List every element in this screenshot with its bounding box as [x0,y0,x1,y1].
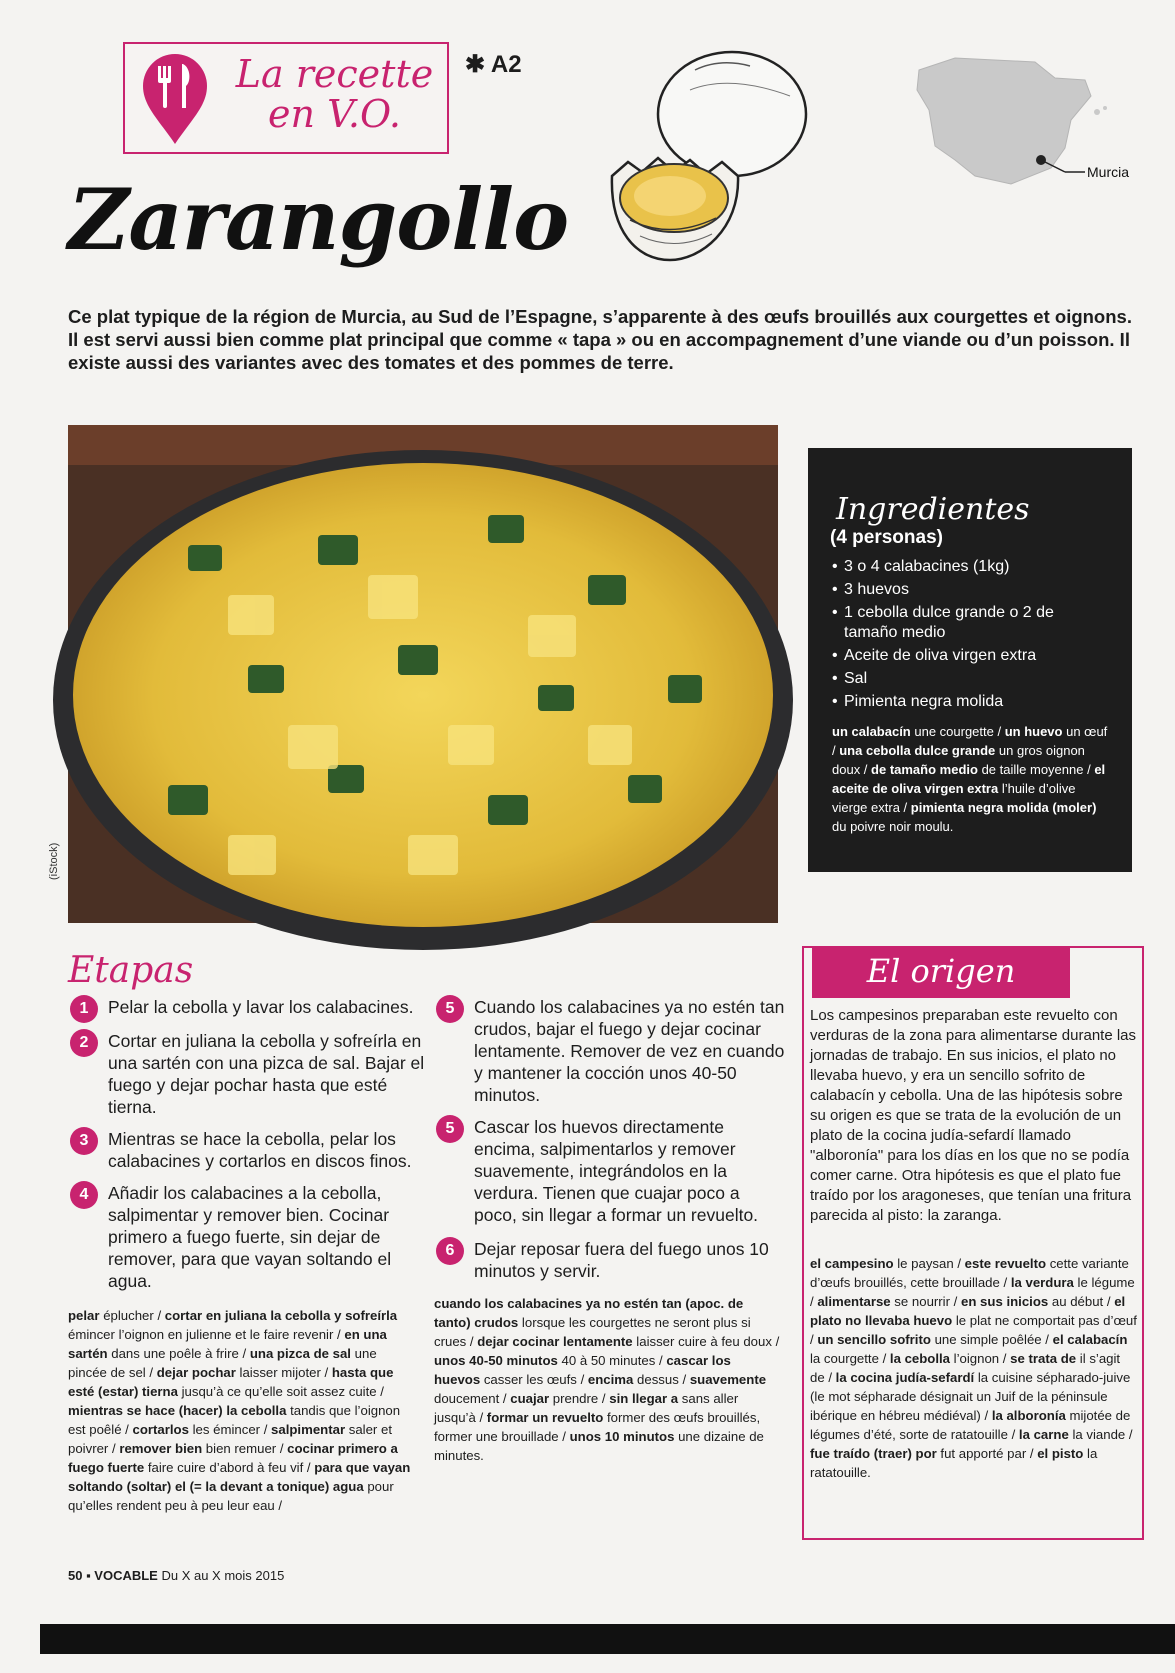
gloss-term: remover bien [119,1441,203,1456]
ingredient-item: • Sal [832,669,1110,689]
gloss-term: sin llegar a [609,1391,679,1406]
step-number: 4 [70,1181,98,1209]
map-label: Murcia [1087,164,1130,180]
badge-title: La recette en V.O. [235,52,434,136]
step-number: 5 [436,995,464,1023]
gloss-translation: cette variante d’œufs brouillés, cette brouillade / [810,1256,1129,1290]
gloss-translation: le plat ne comportait pas d’œuf / [810,1313,1137,1347]
gloss-term: este revuelto [964,1256,1047,1271]
gloss-term: fue traído (traer) por [810,1446,937,1461]
step-text: Pelar la cebolla y lavar los calabacines. [108,997,414,1017]
gloss-term: la carne [1018,1427,1069,1442]
gloss-translation: la courgette / [810,1351,890,1366]
gloss-term: de tamaño medio [871,762,978,777]
gloss-term: pelar [68,1308,100,1323]
gloss-term: el aceite de oliva virgen extra [832,762,1106,796]
gloss-term: el pisto [1037,1446,1084,1461]
gloss-term: unos 40-50 minutos [434,1353,558,1368]
gloss-term: la cebolla [889,1351,951,1366]
gloss-translation: pour qu’elles rendent peu à peu leur eau / [68,1479,394,1513]
recipe-title: Zarangollo [68,170,569,269]
gloss-term: cascar los huevos [434,1353,731,1387]
cutlery-pin-icon [139,50,211,146]
step-item [79,1030,426,1118]
level-label: ✱ A2 [465,51,522,78]
step-item [79,1182,426,1292]
gloss-translation: de taille moyenne / [977,762,1095,777]
gloss-translation: laisser mijoter / [235,1365,332,1380]
gloss-translation: le légume / [810,1275,1135,1309]
gloss-term: cuando los calabacines ya no estén tan (apoc. de tanto) crudos [434,1296,744,1330]
gloss-term: para que vayan soltando (soltar) el (= la devant a tonique) agua [68,1460,411,1494]
page-footer [68,1568,284,1583]
gloss-term: alimentarse [817,1294,891,1309]
gloss-translation: la viande / [1068,1427,1133,1442]
step-number: 1 [70,995,98,1023]
steps-glossary-right [434,1294,780,1465]
dish-photo [68,425,778,923]
gloss-translation: casser les œufs / [480,1372,588,1387]
gloss-term: unos 10 minutos [569,1429,675,1444]
gloss-term: cuajar [510,1391,550,1406]
gloss-term: un sencillo sofrito [817,1332,931,1347]
gloss-term: un huevo [1004,724,1063,739]
gloss-translation: du poivre noir moulu. [832,819,954,834]
gloss-translation: une simple poêlée / [930,1332,1053,1347]
step-text: Cuando los calabacines ya no estén tan crudos, bajar el fuego y dejar cocinar lentamente. Remover de vez en cuando y mantener la cocción unos 40-50 minutos. [474,997,785,1105]
gloss-translation: le paysan / [893,1256,965,1271]
gloss-term: el plato no llevaba huevo [810,1294,1126,1328]
gloss-translation: faire cuire d’abord à feu vif / [144,1460,315,1475]
ingredients-box [808,448,1132,872]
ingredients-list [824,557,1110,712]
ingredients-glossary [832,722,1110,836]
gloss-translation: laisser cuire à feu doux / [632,1334,780,1349]
gloss-term: salpimentar [271,1422,346,1437]
gloss-translation: l’oignon / [950,1351,1011,1366]
recipe-badge [123,42,449,154]
spain-map [915,50,1130,200]
step-text: Dejar reposar fuera del fuego unos 10 minutos y servir. [474,1239,769,1281]
origin-text: Los campesinos preparaban este revuelto con verduras de la zona para alimentarse durante las jornadas de trabajo. En sus inicios, el plato no llevaba huevo, y era un sencillo sofrito de calabacín y cebolla. Una de las hipótesis sobre su origen es que se trata de la evolución de un plato de la cocina judía-sefardí llamado "alboronía" para los días en los que no se podía comer carne. Otra hipótesis es que el plato fue traído por los aragoneses, que tenían una fritura parecida al pisto: la zaranga. [810,1007,1137,1224]
ingredients-servings: (4 personas) [830,527,943,548]
ingredient-item: • Aceite de oliva virgen extra [832,646,1110,666]
gloss-term: cortarlos [132,1422,189,1437]
egg-illustration [600,30,830,270]
ingredient-item: • Pimienta negra molida [832,692,1110,712]
gloss-term: la alboronía [991,1408,1066,1423]
step-text: Añadir los calabacines a la cebolla, salpimentar y remover bien. Cocinar primero a fuego fuerte, sin dejar de remover, para que vayan soltando el agua. [108,1183,392,1291]
gloss-translation: dans une poêle à frire / [107,1346,250,1361]
gloss-term: formar un revuelto [486,1410,604,1425]
gloss-term: una pizca de sal [249,1346,351,1361]
gloss-term: la verdura [1010,1275,1074,1290]
step-text: Cascar los huevos directamente encima, salpimentarlos y remover suavemente, integrándolos en la verdura. Tienen que cuajar poco a poco, sin llegar a formar un revuelto. [474,1117,759,1225]
step-number: 3 [70,1127,98,1155]
gloss-term: pimienta negra molida (moler) [910,800,1097,815]
gloss-translation: la ratatouille. [810,1446,1098,1480]
step-number: 2 [70,1029,98,1057]
gloss-translation: lorsque les courgettes ne seront plus si crues / [434,1315,751,1349]
gloss-term: hasta que esté (estar) tierna [68,1365,394,1399]
step-item [445,1116,786,1226]
gloss-term: se trata de [1010,1351,1077,1366]
step-item [445,996,786,1106]
gloss-translation: l’huile d’olive vierge extra / [832,781,1076,815]
gloss-translation: une courgette / [910,724,1005,739]
gloss-translation: 40 à 50 minutes / [557,1353,667,1368]
gloss-term: en sus inicios [961,1294,1049,1309]
photo-credit: (iStock) [48,842,60,880]
gloss-translation: une dizaine de minutes. [434,1429,764,1463]
gloss-translation: jusqu’à ce qu’elle soit assez cuite / [177,1384,384,1399]
gloss-translation: émincer l’oignon en julienne et le faire revenir / [68,1327,345,1342]
gloss-term: dejar pochar [156,1365,236,1380]
gloss-term: el calabacín [1052,1332,1128,1347]
gloss-translation: saler et poivrer / [68,1422,392,1456]
gloss-term: cocinar primero a fuego fuerte [68,1441,398,1475]
gloss-translation: une pincée de sel / [68,1346,377,1380]
gloss-term: cortar en juliana la cebolla y sofreírla [164,1308,398,1323]
gloss-term: en una sartén [68,1327,387,1361]
gloss-translation: sans aller jusqu’à / [434,1391,739,1425]
gloss-translation: dessus / [633,1372,690,1387]
step-item [79,996,438,1018]
ingredients-title: Ingredientes [836,492,1030,527]
gloss-translation: tandis que l’oignon est poêlé / [68,1403,401,1437]
ingredient-item: • 1 cebolla dulce grande o 2 de tamaño medio [832,603,1110,643]
gloss-translation: bien remuer / [202,1441,288,1456]
gloss-term: un calabacín [832,724,911,739]
gloss-translation: fut apporté par / [936,1446,1038,1461]
gloss-translation: au début / [1048,1294,1115,1309]
ingredient-item: • 3 o 4 calabacines (1kg) [832,557,1110,577]
gloss-term: mientras se hace (hacer) la cebolla [68,1403,287,1418]
gloss-translation: un œuf / [832,724,1108,758]
gloss-translation: se nourrir / [890,1294,961,1309]
step-number: 6 [436,1237,464,1265]
steps-title: Etapas [68,950,194,991]
gloss-translation: il s’agit de / [810,1351,1121,1385]
gloss-term: el campesino [810,1256,894,1271]
gloss-term: la cocina judía-sefardí [835,1370,975,1385]
gloss-translation: les émincer / [188,1422,272,1437]
step-item [445,1238,786,1282]
origin-title: El origen [812,946,1070,998]
footer-date: Du X au X mois 2015 [157,1568,285,1583]
gloss-term: una cebolla dulce grande [839,743,996,758]
steps-glossary-left [68,1306,416,1515]
origin-glossary [810,1254,1138,1482]
bottom-bar [40,1624,1175,1654]
footer-page: 50 ▪ VOCABLE [68,1568,158,1583]
step-text: Cortar en juliana la cebolla y sofreírla en una sartén con una pizca de sal. Bajar el fuego y dejar pochar hasta que esté tierna. [108,1031,425,1117]
step-item [79,1128,426,1172]
ingredient-item: • 3 huevos [832,580,1110,600]
gloss-translation: éplucher / [99,1308,165,1323]
gloss-translation: prendre / [549,1391,610,1406]
gloss-translation: la cuisine sépharado-juive (le mot sépharade désignait un Juif de la péninsule ibérique en hébreu médiéval) / [810,1370,1131,1423]
gloss-translation: doucement / [434,1391,511,1406]
intro-text: Ce plat typique de la région de Murcia, au Sud de l’Espagne, s’apparente à des œufs brouillés aux courgettes et oignons. Il est servi aussi bien comme plat principal que comme « tapa » ou en accompagnement d’une viande ou d’un poisson. Il existe aussi des variantes avec des tomates et des pommes de terre. [68,306,1132,373]
gloss-term: encima [587,1372,634,1387]
gloss-term: suavemente [689,1372,767,1387]
step-text: Mientras se hace la cebolla, pelar los calabacines y cortarlos en discos finos. [108,1129,412,1171]
gloss-term: dejar cocinar lentamente [477,1334,633,1349]
step-number: 5 [436,1115,464,1143]
gloss-translation: un gros oignon doux / [832,743,1085,777]
gloss-translation: mijotée de légumes d’été, sorte de ratatouille / [810,1408,1131,1442]
gloss-translation: former des œufs brouillés, former une brouillade / [434,1410,761,1444]
